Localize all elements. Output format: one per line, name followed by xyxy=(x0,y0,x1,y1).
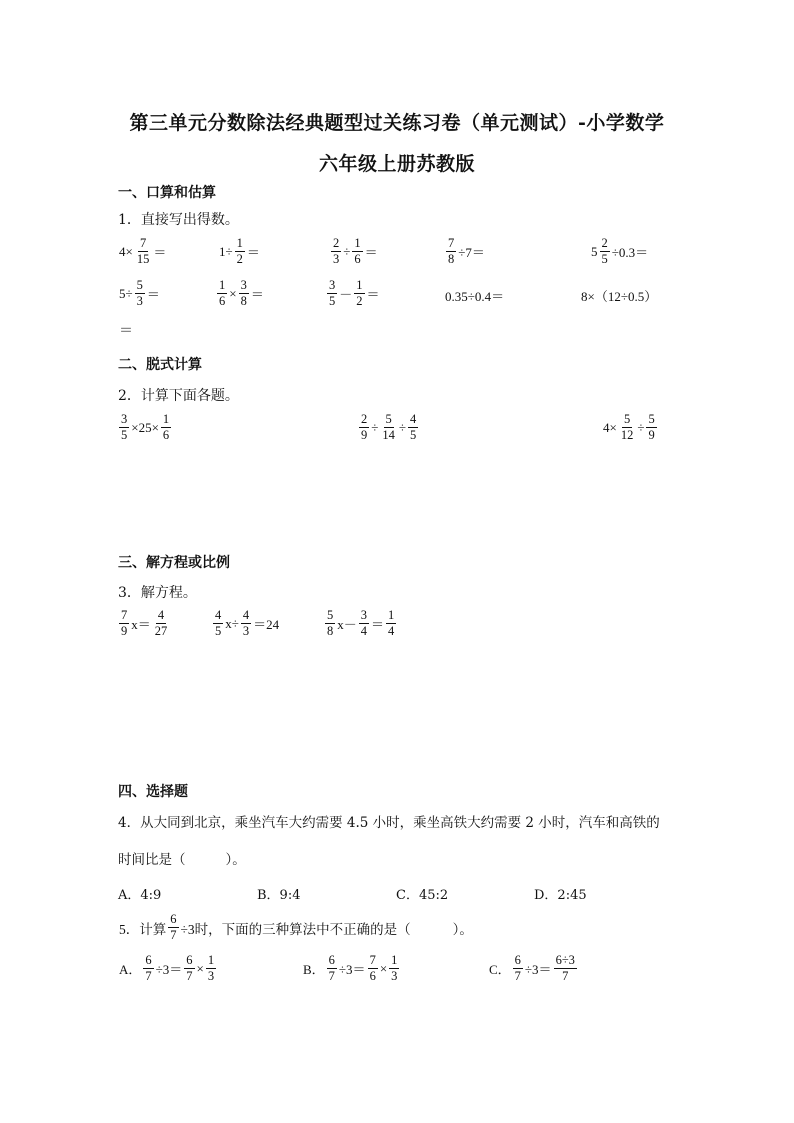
q5-option-c[interactable]: C． $\frac{6}{7}$ ÷3＝ $\frac{6\div 3}{7}$ xyxy=(489,953,575,983)
q4-option-b[interactable]: B．9:4 xyxy=(257,888,301,903)
fraction: $\frac{1}{2}$ xyxy=(356,278,363,308)
q2-item-2: $\frac{2}{9}$ ÷ $\frac{5}{14}$ ÷ $\frac{4}{5}$ xyxy=(361,412,417,442)
q4-option-a[interactable]: A．4:9 xyxy=(118,888,162,903)
fraction: $\frac{1}{3}$ xyxy=(207,953,215,983)
q1-item-6: 5÷ $\frac{5}{3}$ ＝ xyxy=(119,278,160,308)
section-heading-1: 一、口算和估算 xyxy=(118,185,216,201)
fraction: $\frac{4}{3}$ xyxy=(242,608,250,638)
page-subtitle: 六年级上册苏教版 xyxy=(318,153,475,175)
question-5-stem: 5．计算 $\frac{6}{7}$ ÷3时，下面的三种算法中不正确的是（ ）。 xyxy=(119,912,473,942)
fraction: $\frac{4}{27}$ xyxy=(154,608,168,638)
q1-item-9: 0.35÷0.4＝ xyxy=(445,289,505,304)
fraction: $\frac{1}{2}$ xyxy=(236,236,243,266)
fraction: $\frac{1}{6}$ xyxy=(162,412,170,442)
question-4-line-1: 4．从大同到北京，乘坐汽车大约需要 4.5 小时，乘坐高铁大约需要 2 小时，汽车和高铁的 xyxy=(118,815,660,831)
fraction: $\frac{5}{8}$ xyxy=(327,608,334,638)
fraction: $\frac{7}{15}$ xyxy=(136,236,150,266)
fraction: $\frac{1}{4}$ xyxy=(388,608,395,638)
fraction: $\frac{6\div 3}{7}$ xyxy=(555,953,575,983)
fraction: $\frac{5}{14}$ xyxy=(382,412,395,442)
fraction: $\frac{1}{6}$ xyxy=(354,236,361,266)
q1-item-8: $\frac{3}{5}$ － $\frac{1}{2}$ ＝ xyxy=(329,278,380,308)
fraction: $\frac{7}{6}$ xyxy=(369,953,376,983)
q5-option-b[interactable]: B． $\frac{6}{7}$ ÷3＝ $\frac{7}{6}$ × $\frac{1}{3}$ xyxy=(303,953,398,983)
section-heading-2: 二、脱式计算 xyxy=(118,357,202,373)
fraction: $\frac{1}{6}$ xyxy=(219,278,226,308)
q1-trailing-equals: ＝ xyxy=(119,324,133,339)
q1-item-2: 1÷ $\frac{1}{2}$ ＝ xyxy=(219,236,260,266)
fraction: $\frac{5}{12}$ xyxy=(620,412,634,442)
q3-item-1: $\frac{7}{9}$ x＝ $\frac{4}{27}$ xyxy=(121,608,168,638)
question-1-stem: 1．直接写出得数。 xyxy=(118,212,239,228)
fraction: $\frac{7}{9}$ xyxy=(121,608,128,638)
fraction: $\frac{1}{3}$ xyxy=(391,953,398,983)
section-heading-3: 三、解方程或比例 xyxy=(118,555,230,571)
fraction: $\frac{6}{7}$ xyxy=(145,953,152,983)
fraction: $\frac{5}{9}$ xyxy=(648,412,655,442)
fraction: $\frac{4}{5}$ xyxy=(410,412,417,442)
q1-item-10: 8×（12÷0.5） xyxy=(581,289,658,304)
q1-item-5: 5 $\frac{2}{5}$ ÷0.3＝ xyxy=(591,236,649,266)
q2-item-1: $\frac{3}{5}$ ×25× $\frac{1}{6}$ xyxy=(121,412,170,442)
fraction: $\frac{3}{5}$ xyxy=(329,278,336,308)
fraction: $\frac{7}{8}$ xyxy=(448,236,455,266)
q3-item-2: $\frac{4}{5}$ x÷ $\frac{4}{3}$ ＝24 xyxy=(215,608,280,638)
question-3-stem: 3．解方程。 xyxy=(118,585,197,601)
q1-item-3: $\frac{2}{3}$ ÷ $\frac{1}{6}$ ＝ xyxy=(333,236,378,266)
page-title: 第三单元分数除法经典题型过关练习卷（单元测试）-小学数学 xyxy=(129,112,665,134)
fraction: $\frac{4}{5}$ xyxy=(215,608,222,638)
fraction: $\frac{3}{4}$ xyxy=(360,608,368,638)
q1-item-4: $\frac{7}{8}$ ÷7＝ xyxy=(448,236,485,266)
q2-item-3: 4× $\frac{5}{12}$ ÷ $\frac{5}{9}$ xyxy=(603,412,655,442)
fraction: $\frac{6}{7}$ xyxy=(514,953,521,983)
q4-option-d[interactable]: D．2:45 xyxy=(534,888,587,903)
section-heading-4: 四、选择题 xyxy=(118,784,188,800)
fraction: $\frac{6}{7}$ xyxy=(170,912,177,942)
question-4-line-2: 时间比是（ ）。 xyxy=(118,852,246,868)
fraction: $\frac{5}{3}$ xyxy=(136,278,143,308)
q4-option-c[interactable]: C．45:2 xyxy=(396,888,449,903)
fraction: $\frac{2}{3}$ xyxy=(333,236,340,266)
question-2-stem: 2．计算下面各题。 xyxy=(118,388,239,404)
fraction: $\frac{3}{5}$ xyxy=(121,412,128,442)
fraction: $\frac{6}{7}$ xyxy=(328,953,335,983)
fraction: $\frac{6}{7}$ xyxy=(186,953,193,983)
q5-option-a[interactable]: A． $\frac{6}{7}$ ÷3＝ $\frac{6}{7}$ × $\frac{1}{3}$ xyxy=(119,953,215,983)
fraction: $\frac{2}{5}$ xyxy=(601,236,608,266)
q3-item-3: $\frac{5}{8}$ x－ $\frac{3}{4}$ ＝ $\frac{1}{4}$ xyxy=(327,608,395,638)
fraction: $\frac{2}{9}$ xyxy=(361,412,368,442)
fraction: $\frac{3}{8}$ xyxy=(240,278,247,308)
q1-item-7: $\frac{1}{6}$ × $\frac{3}{8}$ ＝ xyxy=(219,278,264,308)
q1-item-1: 4× $\frac{7}{15}$ ＝ xyxy=(119,236,167,266)
